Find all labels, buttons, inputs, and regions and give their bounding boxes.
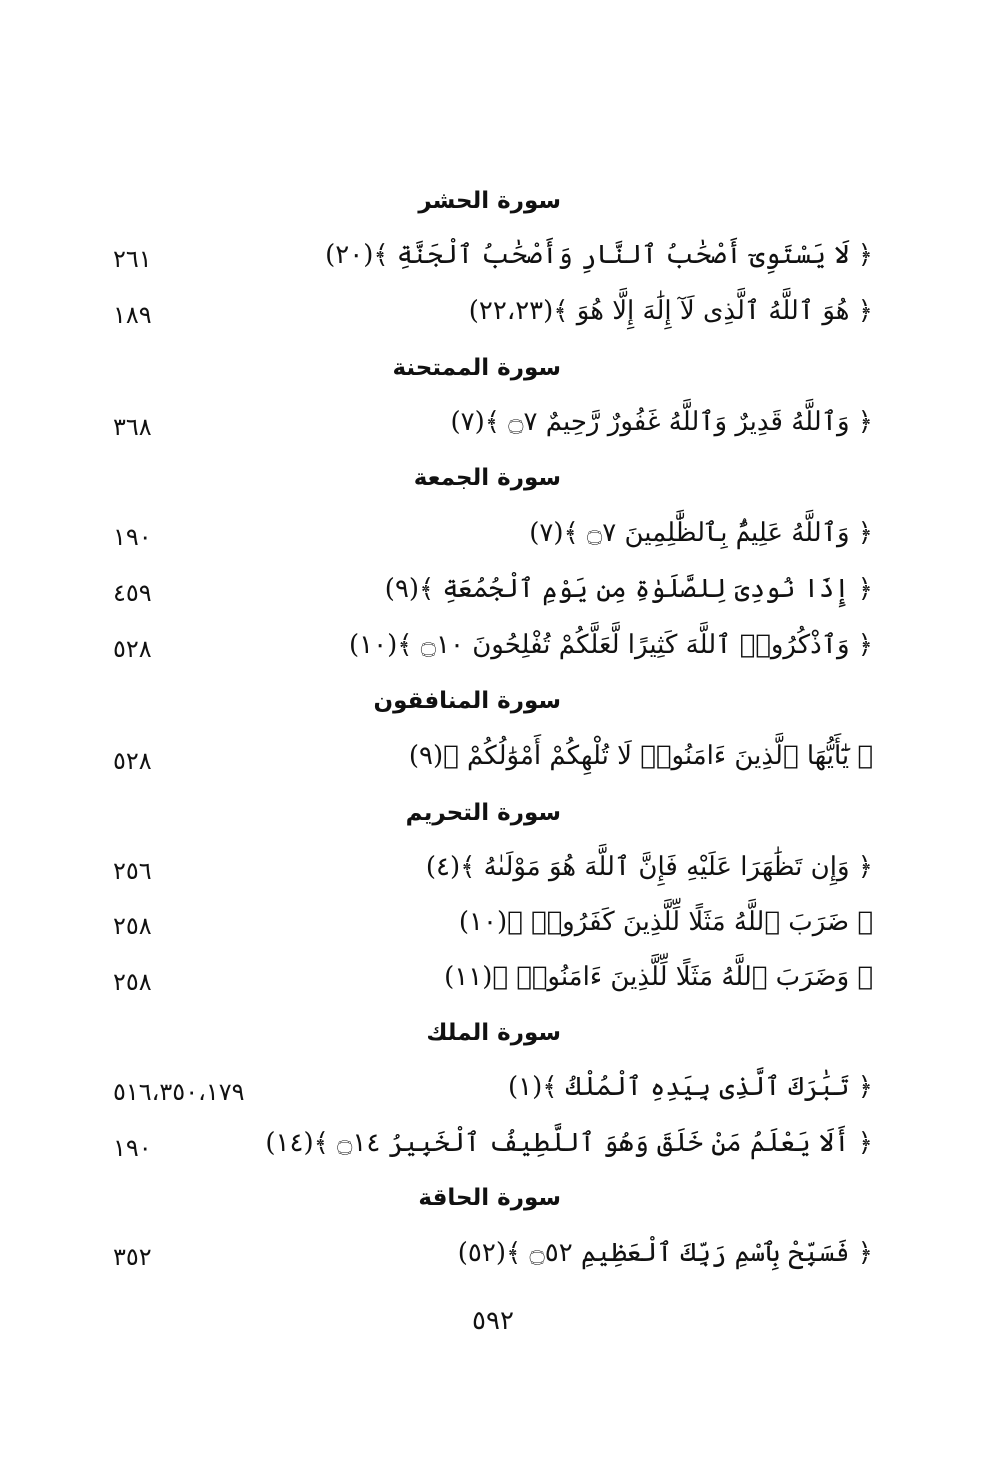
surah-heading: سورة الملك [426,1020,561,1046]
page-reference: ٢٥٨ [113,968,152,996]
page-reference: ١٩٠ [113,1134,152,1162]
verse-text: ﴿ وَضَرَبَ ٱللَّهُ مَثَلًا لِّلَّذِينَ ءَامَنُوا۟ ﴾(١١) [444,962,873,992]
verse-text: ﴿ أَلَا يَعْلَمُ مَنْ خَلَقَ وَهُوَ ٱللَّطِيفُ ٱلْخَبِيرُ ۝١٤ ﴾(١٤) [265,1128,873,1158]
page-reference: ٢٥٦ [113,857,152,885]
page-reference: ٥٢٨ [113,747,152,775]
page-reference: ١٨٩ [113,301,152,329]
surah-heading: سورة الجمعة [413,465,561,491]
surah-heading: سورة الحشر [418,188,561,214]
page-reference: ٥٢٨ [113,635,152,663]
surah-heading: سورة الممتحنة [392,355,561,381]
verse-text: ﴿ هُوَ ٱللَّهُ ٱلَّذِى لَآ إِلَٰهَ إِلَّا هُوَ ﴾(٢٢،٢٣) [468,296,873,326]
page-reference: ٤٥٩ [113,579,152,607]
verse-text: ﴿ وَٱللَّهُ عَلِيمٌۢ بِٱلظَّٰلِمِينَ ۝٧ ﴾(٧) [529,518,873,548]
verse-text: ﴿ وَٱذْكُرُوا۟ ٱللَّهَ كَثِيرًا لَّعَلَّكُمْ تُفْلِحُونَ ۝١٠ ﴾(١٠) [349,630,873,660]
verse-text: ﴿ وَإِن تَظَٰهَرَا عَلَيْهِ فَإِنَّ ٱللَّهَ هُوَ مَوْلَىٰهُ ﴾(٤) [425,852,873,882]
verse-text: ﴿ وَٱللَّهُ قَدِيرٌ وَٱللَّهُ غَفُورٌ رَّحِيمٌ ۝٧ ﴾(٧) [450,407,873,437]
page-number: ٥٩٢ [472,1306,514,1336]
page-reference: ٢٥٨ [113,912,152,940]
verse-text: ﴿ لَا يَسْتَوِىٓ أَصْحَٰبُ ٱلنَّارِ وَأَصْحَٰبُ ٱلْجَنَّةِ ﴾(٢٠) [325,240,873,270]
page-reference: ٢٦١ [113,245,152,273]
page-reference: ٣٥٢ [113,1243,152,1271]
verse-text: ﴿ فَسَبِّحْ بِٱسْمِ رَبِّكَ ٱلْعَظِيمِ ۝٥٢ ﴾(٥٢) [457,1238,873,1268]
verse-text: ﴿ تَبَٰرَكَ ٱلَّذِى بِيَدِهِ ٱلْمُلْكُ ﴾(١) [507,1072,873,1102]
verse-text: ﴿ إِذَا نُودِىَ لِلصَّلَوٰةِ مِن يَوْمِ ٱلْجُمُعَةِ ﴾(٩) [384,574,873,604]
surah-heading: سورة المنافقون [373,688,561,714]
surah-heading: سورة التحريم [405,800,561,826]
page-reference: ٣٦٨ [113,413,152,441]
verse-text: ﴿ ضَرَبَ ٱللَّهُ مَثَلًا لِّلَّذِينَ كَفَرُوا۟ ﴾(١٠) [458,907,873,937]
surah-heading: سورة الحاقة [418,1185,561,1211]
verse-text: ﴿ يَٰٓأَيُّهَا ٱلَّذِينَ ءَامَنُوا۟ لَا تُلْهِكُمْ أَمْوَٰلُكُمْ ﴾(٩) [408,741,873,771]
page-reference: ٥١٦،٣٥٠،١٧٩ [113,1078,245,1106]
page-reference: ١٩٠ [113,523,152,551]
